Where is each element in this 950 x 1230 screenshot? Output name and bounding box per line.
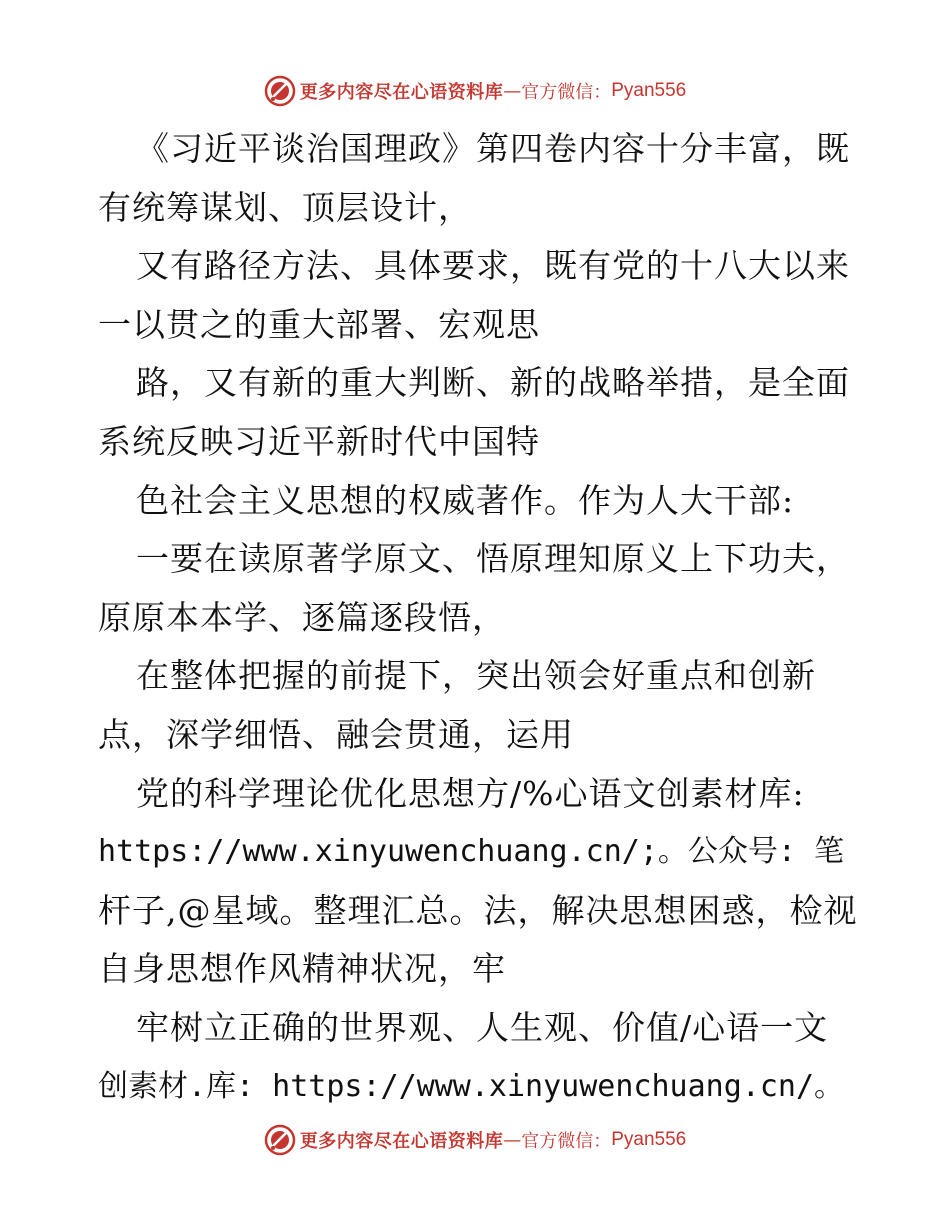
banner-promo-text: 更多内容尽在心语资料库 — [299, 1131, 504, 1152]
xinyu-logo-icon — [264, 75, 296, 107]
document-line: 《习近平谈治国理政》第四卷内容十分丰富，既 — [136, 129, 850, 168]
banner-promo-text: 更多内容尽在心语资料库 — [299, 82, 504, 103]
document-line: 原原本本学、逐篇逐段悟， — [98, 597, 506, 637]
document-body — [98, 120, 858, 1116]
document-line-url: 创素材.库: https://www.xinyuwenchuang.cn/。 — [98, 1068, 845, 1104]
banner-wechat-id: Pyan556 — [611, 80, 687, 101]
document-line: 一要在读原著学原文、悟原理知原义上下功夫， — [136, 539, 850, 579]
header-banner — [0, 74, 950, 108]
document-line: 在整体把握的前提下，突出领会好重点和创新 — [136, 656, 816, 696]
document-line: 又有路径方法、具体要求，既有党的十八大以来 — [136, 246, 850, 286]
document-line: 党的科学理论优化思想方/%心语文创素材库: — [136, 773, 805, 813]
document-line: 杆子,@星域。整理汇总。法，解决思想困惑，检视 — [98, 890, 858, 930]
banner-wechat-id: Pyan556 — [611, 1129, 687, 1150]
footer-banner — [0, 1123, 950, 1157]
document-line: 点，深学细悟、融会贯通，运用 — [98, 714, 574, 754]
banner-wechat-label: 官方微信： — [521, 1131, 612, 1152]
document-line: 一以贯之的重大部署、宏观思 — [98, 304, 540, 344]
document-line-url: https://www.xinyuwenchuang.cn/;。公众号: 笔 — [98, 834, 845, 870]
document-line: 系统反映习近平新时代中国特 — [98, 421, 540, 461]
document-line: 色社会主义思想的权威著作。作为人大干部: — [136, 480, 795, 520]
banner-wechat-label: 官方微信： — [521, 82, 612, 103]
document-line: 路，又有新的重大判断、新的战略举措，是全面 — [136, 363, 850, 403]
banner-separator: — — [503, 80, 522, 102]
document-line: 牢树立正确的世界观、人生观、价值/心语一文 — [136, 1007, 829, 1047]
document-line: 有统筹谋划、顶层设计， — [98, 187, 472, 227]
xinyu-logo-icon — [264, 1124, 296, 1156]
banner-separator: — — [503, 1129, 522, 1151]
document-line: 自身思想作风精神状况，牢 — [98, 949, 506, 989]
